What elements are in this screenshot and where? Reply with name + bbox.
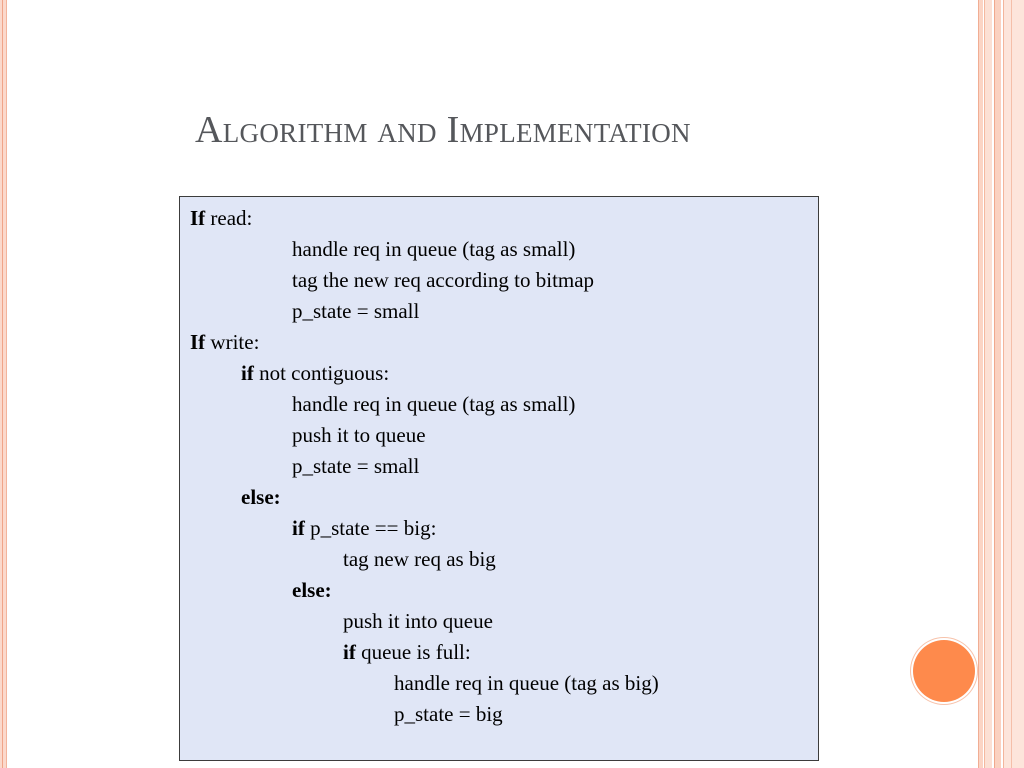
code-line — [190, 637, 818, 668]
code-text: not contiguous: — [253, 361, 390, 385]
code-keyword: else: — [292, 578, 332, 602]
frame-stripe — [978, 0, 983, 768]
frame-stripe — [1003, 0, 1024, 768]
algorithm-code-box — [179, 196, 819, 761]
code-text: tag new req as big — [343, 547, 496, 571]
right-frame-stripes — [978, 0, 1024, 768]
code-line — [190, 234, 818, 265]
code-text: p_state = small — [292, 299, 420, 323]
code-text: queue is full: — [355, 640, 471, 664]
code-keyword: if — [292, 516, 305, 540]
code-text: handle req in queue (tag as small) — [292, 392, 576, 416]
code-line — [190, 575, 818, 606]
code-text: p_state = small — [292, 454, 420, 478]
code-text: handle req in queue (tag as big) — [394, 671, 659, 695]
code-text: tag the new req according to bitmap — [292, 268, 595, 292]
code-line — [190, 265, 818, 296]
code-keyword: If — [190, 330, 206, 354]
left-frame-border — [0, 0, 7, 768]
code-keyword: If — [190, 206, 206, 230]
code-text: push it to queue — [292, 423, 426, 447]
code-line — [190, 513, 818, 544]
code-text: p_state = big — [394, 702, 503, 726]
code-line — [190, 544, 818, 575]
code-text: write: — [205, 330, 260, 354]
code-line — [190, 327, 818, 358]
code-line — [190, 606, 818, 637]
code-keyword: if — [343, 640, 356, 664]
code-line — [190, 482, 818, 513]
frame-stripe — [984, 0, 992, 768]
code-keyword: else: — [241, 485, 281, 509]
code-line — [190, 451, 818, 482]
code-line — [190, 668, 818, 699]
frame-stripe — [1011, 0, 1012, 768]
code-line — [190, 699, 818, 730]
code-keyword: if — [241, 361, 254, 385]
code-text: push it into queue — [343, 609, 493, 633]
slide-title: Algorithm and Implementation — [195, 109, 691, 151]
code-text: handle req in queue (tag as small) — [292, 237, 576, 261]
code-line — [190, 420, 818, 451]
code-line — [190, 203, 818, 234]
code-text: p_state == big: — [304, 516, 437, 540]
code-line — [190, 389, 818, 420]
decorative-circle-icon — [913, 640, 975, 702]
code-line — [190, 358, 818, 389]
code-text: read: — [205, 206, 253, 230]
code-line — [190, 296, 818, 327]
frame-stripe — [994, 0, 1001, 768]
